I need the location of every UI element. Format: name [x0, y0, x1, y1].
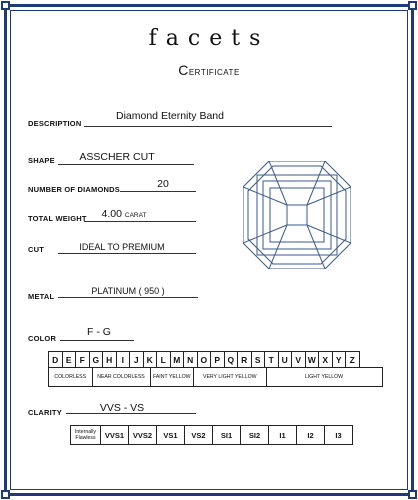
weight-value: 4.00: [101, 208, 122, 220]
clarity-grade-cell: I1: [269, 426, 297, 445]
clarity-grade-cell: Internally Flawless: [71, 426, 101, 445]
clarity-label: CLARITY: [28, 408, 62, 417]
color-group-cell: FAINT YELLOW: [150, 368, 194, 387]
clarity-grade-cell: VS2: [185, 426, 213, 445]
description-underline: [84, 126, 332, 127]
clarity-grade-cell: I3: [325, 426, 353, 445]
corner-ornament: [1, 1, 10, 10]
cut-value: IDEAL TO PREMIUM: [79, 242, 165, 252]
clarity-grade-cell: VS1: [157, 426, 185, 445]
clarity-grade-cell: SI2: [241, 426, 269, 445]
diamond-outline: [243, 161, 351, 269]
cut-label: CUT: [28, 245, 45, 254]
color-grade-cell: L: [157, 352, 171, 368]
color-value: F - G: [87, 326, 111, 338]
asscher-diamond-diagram: [243, 161, 351, 269]
diamond-table: [287, 205, 307, 225]
color-grade-cell: O: [197, 352, 211, 368]
shape-label: SHAPE: [28, 156, 55, 165]
certificate-title-initial: C: [178, 62, 189, 78]
color-grade-cell: V: [292, 352, 306, 368]
color-group-scale: [48, 367, 383, 387]
corner-ornament: [1, 490, 10, 499]
metal-value: PLATINUM ( 950 ): [91, 286, 165, 296]
diamond-step-2: [257, 175, 337, 255]
color-grade-cell: F: [76, 352, 90, 368]
certificate-title-rest: ertificate: [188, 66, 240, 78]
corner-ornament: [408, 1, 417, 10]
color-grade-cell: J: [130, 352, 144, 368]
color-grade-cell: P: [211, 352, 225, 368]
color-grade-cell: R: [238, 352, 252, 368]
color-underline: [60, 340, 134, 341]
color-grade-cell: Q: [224, 352, 238, 368]
color-grade-cell: T: [265, 352, 279, 368]
clarity-grade-cell: SI1: [213, 426, 241, 445]
diamonds-value: 20: [157, 178, 169, 190]
clarity-grade-cell: I2: [297, 426, 325, 445]
shape-underline: [58, 164, 194, 165]
color-grade-cell: H: [103, 352, 117, 368]
clarity-grade-cell: VVS1: [101, 426, 129, 445]
clarity-grade-row: [71, 426, 353, 445]
color-grade-cell: X: [319, 352, 333, 368]
color-group-cell: LIGHT YELLOW: [266, 368, 382, 387]
color-grade-cell: K: [143, 352, 157, 368]
metal-underline: [58, 297, 198, 298]
cut-underline: [58, 253, 196, 254]
color-grade-cell: Y: [332, 352, 346, 368]
diamond-step-4: [270, 188, 324, 242]
color-grade-cell: S: [251, 352, 265, 368]
diamonds-label: NUMBER OF DIAMONDS: [28, 185, 120, 194]
color-grade-cell: G: [89, 352, 103, 368]
weight-underline: [84, 221, 196, 222]
clarity-grade-scale: [70, 425, 353, 445]
color-grade-cell: U: [278, 352, 292, 368]
diamonds-underline: [120, 191, 196, 192]
corner-ornament: [408, 490, 417, 499]
clarity-value: VVS - VS: [99, 402, 145, 414]
weight-unit: CARAT: [124, 212, 147, 219]
color-grade-cell: W: [305, 352, 319, 368]
color-grade-row: [49, 352, 360, 368]
certificate-title: [0, 62, 418, 78]
shape-value: ASSCHER CUT: [79, 151, 155, 163]
description-value: Diamond Eternity Band: [116, 110, 224, 122]
color-group-cell: NEAR COLORLESS: [92, 368, 150, 387]
diamond-step-3: [263, 181, 331, 249]
description-label: DESCRIPTION: [28, 119, 82, 128]
color-grade-scale: [48, 351, 360, 368]
color-grade-cell: I: [116, 352, 130, 368]
color-grade-cell: M: [170, 352, 184, 368]
color-group-cell: VERY LIGHT YELLOW: [194, 368, 267, 387]
color-group-row: [49, 368, 383, 387]
color-grade-cell: N: [184, 352, 198, 368]
weight-label: TOTAL WEIGHT: [28, 214, 87, 223]
color-grade-cell: E: [62, 352, 76, 368]
color-grade-cell: Z: [346, 352, 360, 368]
color-label: COLOR: [28, 334, 57, 343]
clarity-grade-cell: VVS2: [129, 426, 157, 445]
metal-label: METAL: [28, 292, 55, 301]
brand-logo: facets: [148, 26, 270, 51]
color-group-cell: COLORLESS: [49, 368, 93, 387]
clarity-underline: [66, 413, 196, 414]
weight-value-group: [84, 208, 164, 220]
color-grade-cell: D: [49, 352, 63, 368]
